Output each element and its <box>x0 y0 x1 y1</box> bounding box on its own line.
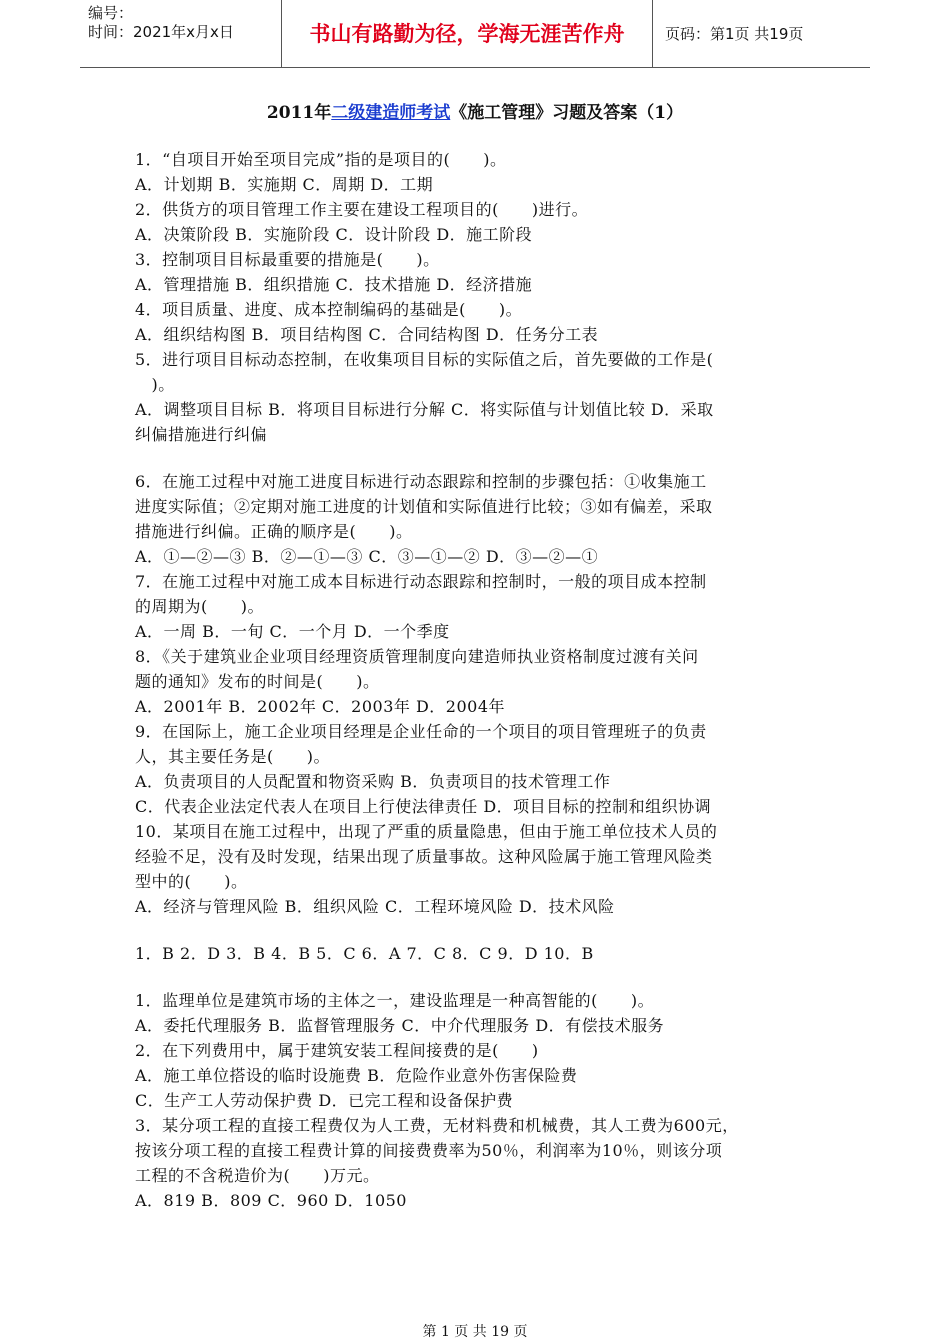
text-line: 10．某项目在施工过程中，出现了严重的质量隐患，但由于施工单位技术人员的 <box>135 822 718 841</box>
text-line: 型中的( )。 <box>135 872 248 891</box>
page-footer: 第 1 页 共 19 页 <box>422 1324 528 1340</box>
text-line: )。 <box>135 375 175 394</box>
text-line: 工程的不含税造价为( )万元。 <box>135 1166 380 1185</box>
text-line: 4．项目质量、进度、成本控制编码的基础是( )。 <box>135 300 523 319</box>
header-page-info: 页码：第1页 共19页 <box>665 25 804 43</box>
text-line: A．2001年 B．2002年 C．2003年 D．2004年 <box>135 697 506 716</box>
text-line: A．计划期 B．实施期 C．周期 D．工期 <box>135 175 434 194</box>
page-header <box>80 0 870 68</box>
text-line: 的周期为( )。 <box>135 597 264 616</box>
text-line: 1．监理单位是建筑市场的主体之一，建设监理是一种高智能的( )。 <box>135 991 655 1010</box>
text-line: 3．某分项工程的直接工程费仅为人工费，无材料费和机械费，其人工费为600元， <box>135 1116 739 1135</box>
text-line: A．经济与管理风险 B．组织风险 C．工程环境风险 D．技术风险 <box>135 897 615 916</box>
text-line: C．代表企业法定代表人在项目上行使法律责任 D．项目目标的控制和组织协调 <box>135 797 712 816</box>
text-line: A．委托代理服务 B．监督管理服务 C．中介代理服务 D．有偿技术服务 <box>135 1016 665 1035</box>
text-line: 进度实际值；②定期对施工进度的计划值和实际值进行比较；③如有偏差，采取 <box>135 497 713 516</box>
text-line: 1．“自项目开始至项目完成”指的是项目的( )。 <box>135 150 507 169</box>
text-line: C．生产工人劳动保护费 D．已完工程和设备保护费 <box>135 1091 514 1110</box>
text-line: A．819 B．809 C．960 D．1050 <box>135 1191 407 1210</box>
header-motto: 书山有路勤为径，学海无涯苦作舟 <box>282 0 653 68</box>
text-line: 经验不足，没有及时发现，结果出现了质量事故。这种风险属于施工管理风险类 <box>135 847 713 866</box>
title-suffix: 《施工管理》习题及答案（1） <box>450 103 684 123</box>
text-line: 2．供货方的项目管理工作主要在建设工程项目的( )进行。 <box>135 200 589 219</box>
title-prefix: 2011年 <box>266 103 332 123</box>
title-link[interactable]: 二级建造师考试 <box>331 103 451 123</box>
document-body <box>135 147 815 1213</box>
text-line: A．管理措施 B．组织措施 C．技术措施 D．经济措施 <box>135 275 533 294</box>
text-line: A．负责项目的人员配置和物资采购 B．负责项目的技术管理工作 <box>135 772 611 791</box>
text-line: 人，其主要任务是( )。 <box>135 747 330 766</box>
text-line: A．调整项目目标 B．将项目目标进行分解 C．将实际值与计划值比较 D．采取 <box>135 400 714 419</box>
text-line: 7．在施工过程中对施工成本目标进行动态跟踪和控制时，一般的项目成本控制 <box>135 572 707 591</box>
text-line: A．①—②—③ B．②—①—③ C．③—①—② D．③—②—① <box>135 547 599 566</box>
text-line: 按该分项工程的直接工程费计算的间接费费率为50％，利润率为10％，则该分项 <box>135 1141 723 1160</box>
text-line: 纠偏措施进行纠偏 <box>135 425 268 444</box>
text-line: 8．《关于建筑业企业项目经理资质管理制度向建造师执业资格制度过渡有关问 <box>135 647 699 666</box>
document-title <box>0 100 950 126</box>
text-line: 题的通知》发布的时间是( )。 <box>135 672 380 691</box>
answer-key: 1．B 2．D 3．B 4．B 5．C 6．A 7．C 8．C 9．D 10．B <box>135 944 594 963</box>
text-line: 6．在施工过程中对施工进度目标进行动态跟踪和控制的步骤包括：①收集施工 <box>135 472 707 491</box>
text-line: 2．在下列费用中，属于建筑安装工程间接费的是( ) <box>135 1041 539 1060</box>
text-line: A．施工单位搭设的临时设施费 B．危险作业意外伤害保险费 <box>135 1066 578 1085</box>
text-line: A．决策阶段 B．实施阶段 C．设计阶段 D．施工阶段 <box>135 225 533 244</box>
header-meta <box>80 0 282 68</box>
text-line: A．一周 B．一旬 C．一个月 D．一个季度 <box>135 622 450 641</box>
text-line: 措施进行纠偏。正确的顺序是( )。 <box>135 522 413 541</box>
text-line: 9．在国际上，施工企业项目经理是企业任命的一个项目的项目管理班子的负责 <box>135 722 707 741</box>
text-line: 5．进行项目目标动态控制，在收集项目目标的实际值之后，首先要做的工作是( <box>135 350 714 369</box>
text-line: A．组织结构图 B．项目结构图 C．合同结构图 D．任务分工表 <box>135 325 599 344</box>
text-line: 3．控制项目目标最重要的措施是( )。 <box>135 250 440 269</box>
time-label: 时间：2021年x月x日 <box>88 23 234 41</box>
number-label: 编号： <box>88 4 134 22</box>
